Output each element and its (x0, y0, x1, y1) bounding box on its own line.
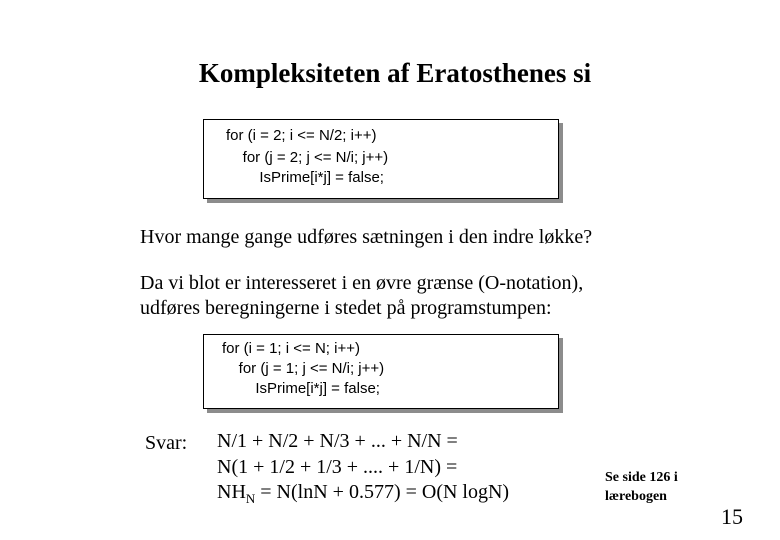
code-line: for (i = 2; i <= N/2; i++) (226, 127, 377, 144)
formula-line-3 (217, 481, 509, 507)
formula-3-prefix: NH (217, 481, 246, 503)
svar-label: Svar: (145, 432, 188, 454)
note-line-2: lærebogen (605, 489, 667, 504)
formula-line-2: N(1 + 1/2 + 1/3 + .... + 1/N) = (217, 456, 458, 478)
answer-intro-line-2: udføres beregningerne i stedet på programstumpen: (140, 297, 552, 319)
answer-intro-line-1: Da vi blot er interesseret i en øvre grænse (O-notation), (140, 272, 584, 294)
code-line: for (i = 1; i <= N; i++) (222, 340, 360, 357)
code-line: for (j = 1; j <= N/i; j++) (222, 360, 385, 377)
slide-title: Kompleksiteten af Eratosthenes si (198, 58, 592, 88)
page-number: 15 (721, 504, 743, 529)
formula-line-1: N/1 + N/2 + N/3 + ... + N/N = (217, 430, 458, 452)
formula-3-rest: = N(lnN + 0.577) = O(N logN) (255, 481, 510, 503)
question-text: Hvor mange gange udføres sætningen i den indre løkke? (140, 226, 593, 248)
formula-3-subscript: N (245, 491, 256, 506)
code-block-2 (203, 334, 559, 409)
note-line-1: Se side 126 i (605, 470, 678, 485)
answer-intro (140, 271, 583, 321)
code-line: IsPrime[i*j] = false; (222, 380, 380, 397)
code-line: IsPrime[i*j] = false; (226, 169, 384, 186)
textbook-note (605, 468, 725, 506)
code-block-1 (203, 119, 559, 199)
code-line: for (j = 2; j <= N/i; j++) (226, 149, 389, 166)
